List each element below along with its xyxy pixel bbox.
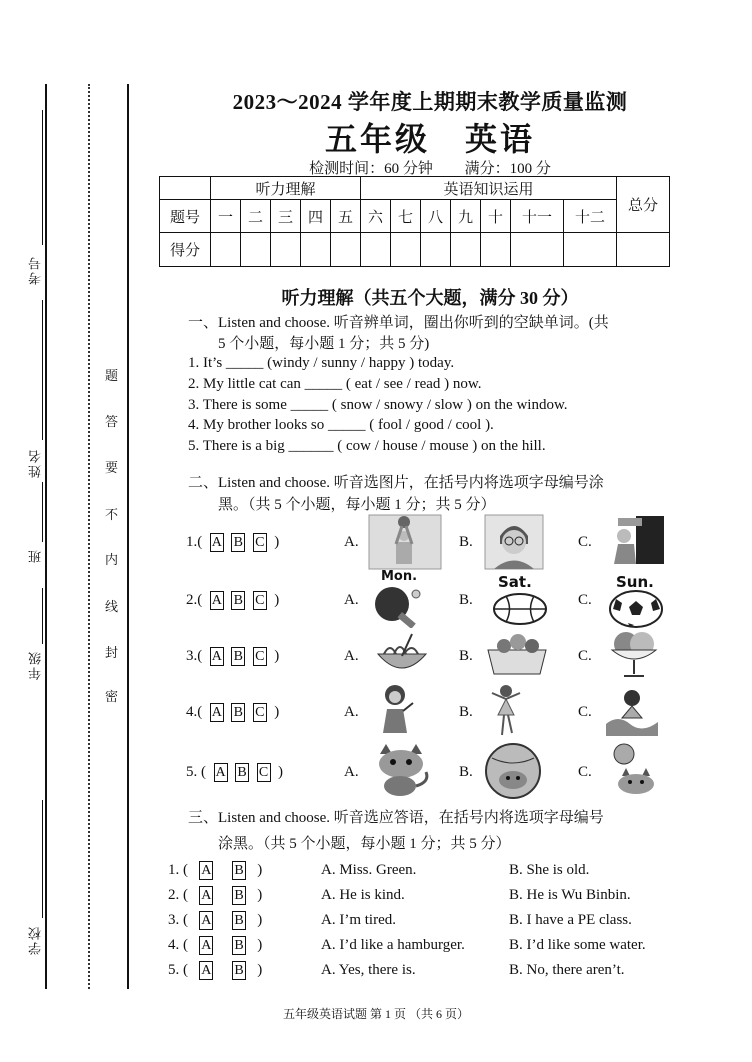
part3-option-a: A. I’m tired. [321, 912, 396, 928]
seal-char: 要 [105, 460, 119, 475]
part3-option-b: B. He is Wu Binbin. [509, 887, 631, 903]
part2-row: 5. ( A B C ) [186, 764, 283, 780]
label-class: 班 [28, 548, 43, 563]
seal-char: 不 [105, 507, 119, 522]
margin-border-line [127, 84, 129, 989]
choice-b[interactable]: B [231, 647, 245, 666]
part2-row: 1.( A B C ) [186, 534, 280, 550]
exam-title: 2023～2024 学年度上期期末教学质量监测 [232, 90, 628, 114]
part3-option-a: A. Yes, there is. [321, 962, 416, 978]
reading-man-icon [606, 514, 666, 566]
choice-c[interactable]: C [257, 763, 271, 782]
score-table-group-knowledge: 英语知识运用 [361, 177, 617, 200]
part3-row: 1. ( A B ) [168, 862, 263, 878]
option-label-a: A. [344, 534, 359, 550]
part3-row: 4. ( A B ) [168, 937, 263, 953]
choice-b[interactable]: B [232, 911, 246, 930]
choice-b[interactable]: B [231, 533, 245, 552]
option-label-b: B. [459, 534, 473, 550]
choice-c[interactable]: C [253, 647, 267, 666]
score-table-row-no: 题号 [160, 200, 211, 233]
exam-info [160, 157, 700, 178]
score-cell[interactable] [211, 233, 241, 267]
seal-char: 内 [105, 552, 119, 567]
part3-row: 3. ( A B ) [168, 912, 263, 928]
choice-b[interactable]: B [232, 961, 246, 980]
name-field[interactable] [42, 300, 43, 440]
swimming-kid-icon [604, 684, 660, 736]
part3-row: 5. ( A B ) [168, 962, 263, 978]
option-label-a: A. [344, 648, 359, 664]
part3-option-a: A. I’d like a hamburger. [321, 937, 465, 953]
score-col: 七 [391, 200, 421, 233]
part2-row: 4.( A B C ) [186, 704, 280, 720]
part1-item: 2. My little cat can _____ ( eat / see / read ) now. [188, 376, 482, 392]
choice-c[interactable]: C [253, 703, 267, 722]
school-field[interactable] [42, 800, 43, 918]
score-cell[interactable] [271, 233, 301, 267]
score-cell-total[interactable] [617, 233, 670, 267]
option-label-b: B. [459, 648, 473, 664]
choice-b[interactable]: B [232, 936, 246, 955]
part1-instruction: 一、Listen and choose. 听音辨单词，圈出你听到的空缺单词。(共 [188, 315, 609, 331]
seal-char: 封 [105, 645, 119, 660]
part3-instruction: 三、Listen and choose. 听音选应答语，在括号内将选项字母编号 [188, 810, 604, 826]
part1-instruction-cont: 5 个小题，每小题 1 分；共 5 分) [218, 336, 430, 352]
ice-cream-cup-icon [606, 628, 662, 680]
score-col: 六 [361, 200, 391, 233]
part1-item: 4. My brother looks so _____ ( fool / good / cool ). [188, 417, 494, 433]
choice-c[interactable]: C [253, 533, 267, 552]
score-table-total: 总分 [617, 177, 670, 233]
basketball-player-icon [368, 514, 442, 570]
exam-number-field[interactable] [42, 110, 43, 245]
part2-instruction-cont: 黑。（共 5 个小题，每小题 1 分；共 5 分） [218, 497, 496, 513]
option-label-b: B. [459, 704, 473, 720]
dancing-girl-icon [484, 683, 528, 739]
cat-in-ball-icon [482, 742, 544, 800]
cat-with-ball-icon [604, 742, 664, 798]
score-col: 二 [241, 200, 271, 233]
score-cell[interactable] [564, 233, 617, 267]
noodles-bowl-icon [372, 632, 432, 678]
part1-item: 3. There is some _____ ( snow / snowy / slow ) on the window. [188, 397, 568, 413]
seal-char: 线 [105, 599, 119, 614]
listening-section-heading: 听力理解（共五个大题，满分 30 分） [281, 288, 579, 308]
option-label-c: C. [578, 764, 592, 780]
choice-b[interactable]: B [232, 861, 246, 880]
seal-char: 题 [105, 368, 119, 383]
score-col: 十一 [511, 200, 564, 233]
part2-row: 2.( A B C ) [186, 592, 280, 608]
label-school: 学校 [28, 925, 43, 955]
part3-option-a: A. He is kind. [321, 887, 405, 903]
choice-a[interactable]: A [201, 913, 212, 928]
part3-option-b: B. She is old. [509, 862, 590, 878]
score-table-row-score: 得分 [160, 233, 211, 267]
choice-b[interactable]: B [231, 591, 245, 610]
grade-field[interactable] [42, 588, 43, 644]
score-cell[interactable] [451, 233, 481, 267]
option-label-a: A. [344, 764, 359, 780]
class-field[interactable] [42, 482, 43, 542]
teacher-glasses-icon [484, 514, 544, 570]
choice-a[interactable]: A [215, 765, 226, 780]
choice-a[interactable]: A [201, 938, 212, 953]
choice-a[interactable]: A [201, 963, 212, 978]
score-cell[interactable] [241, 233, 271, 267]
option-label-c: C. [578, 592, 592, 608]
score-table-group-listen: 听力理解 [211, 177, 361, 200]
choice-a[interactable]: A [211, 705, 222, 720]
day-sun-label: Sun. [616, 573, 654, 591]
part3-option-b: B. No, there aren’t. [509, 962, 625, 978]
score-col: 三 [271, 200, 301, 233]
seal-char: 答 [105, 414, 119, 429]
score-cell[interactable] [421, 233, 451, 267]
singing-girl-icon [375, 683, 419, 739]
score-table-corner [160, 177, 211, 200]
exam-time: 检测时间：60 分钟 [309, 161, 433, 177]
fruit-bowl-icon [484, 632, 550, 678]
choice-b[interactable]: B [231, 703, 245, 722]
seal-char: 密 [105, 689, 119, 704]
exam-full-score: 满分：100 分 [464, 161, 551, 177]
option-label-a: A. [344, 704, 359, 720]
basketball-icon [491, 592, 549, 626]
part3-row: 2. ( A B ) [168, 887, 263, 903]
score-col: 八 [421, 200, 451, 233]
day-mon-label: Mon. [381, 569, 418, 584]
margin-solid-line [45, 84, 47, 989]
label-exam-number: 考号 [28, 255, 43, 285]
option-label-c: C. [578, 534, 592, 550]
cat-icon [370, 742, 432, 798]
score-cell[interactable] [331, 233, 361, 267]
option-label-b: B. [459, 592, 473, 608]
score-cell[interactable] [481, 233, 511, 267]
choice-a[interactable]: A [211, 593, 222, 608]
soccer-ball-icon [608, 589, 664, 629]
exam-subtitle: 五年级 英语 [324, 121, 535, 157]
choice-b[interactable]: B [232, 886, 246, 905]
label-name: 姓名 [28, 448, 43, 478]
score-col: 五 [331, 200, 361, 233]
part2-instruction: 二、Listen and choose. 听音选图片，在括号内将选项字母编号涂 [188, 475, 604, 491]
part2-row: 3.( A B C ) [186, 648, 280, 664]
part1-item: 1. It’s _____ (windy / sunny / happy ) today. [188, 355, 455, 371]
score-col: 九 [451, 200, 481, 233]
part1-item: 5. There is a big ______ ( cow / house / mouse ) on the hill. [188, 438, 546, 454]
score-col: 十二 [564, 200, 617, 233]
ping-pong-paddle-icon [372, 584, 428, 628]
choice-c[interactable]: C [253, 591, 267, 610]
option-label-c: C. [578, 648, 592, 664]
choice-a[interactable]: A [201, 863, 212, 878]
part3-option-b: B. I have a PE class. [509, 912, 632, 928]
option-label-b: B. [459, 764, 473, 780]
day-sat-label: Sat. [498, 573, 532, 591]
score-col: 一 [211, 200, 241, 233]
page-footer: 五年级英语试题 第 1 页 （共 6 页） [282, 1007, 469, 1021]
score-col: 十 [481, 200, 511, 233]
score-table [159, 176, 670, 267]
choice-a[interactable]: A [201, 888, 212, 903]
score-cell[interactable] [391, 233, 421, 267]
score-cell[interactable] [301, 233, 331, 267]
option-label-c: C. [578, 704, 592, 720]
margin-dotted-line [88, 84, 90, 989]
choice-b[interactable]: B [235, 763, 249, 782]
label-grade: 年级 [28, 650, 43, 680]
part3-instruction-cont: 涂黑。（共 5 个小题，每小题 1 分；共 5 分） [218, 836, 511, 852]
score-cell[interactable] [511, 233, 564, 267]
option-label-a: A. [344, 592, 359, 608]
choice-a[interactable]: A [211, 649, 222, 664]
part3-option-b: B. I’d like some water. [509, 937, 646, 953]
score-cell[interactable] [361, 233, 391, 267]
part3-option-a: A. Miss. Green. [321, 862, 417, 878]
choice-a[interactable]: A [211, 535, 222, 550]
score-col: 四 [301, 200, 331, 233]
